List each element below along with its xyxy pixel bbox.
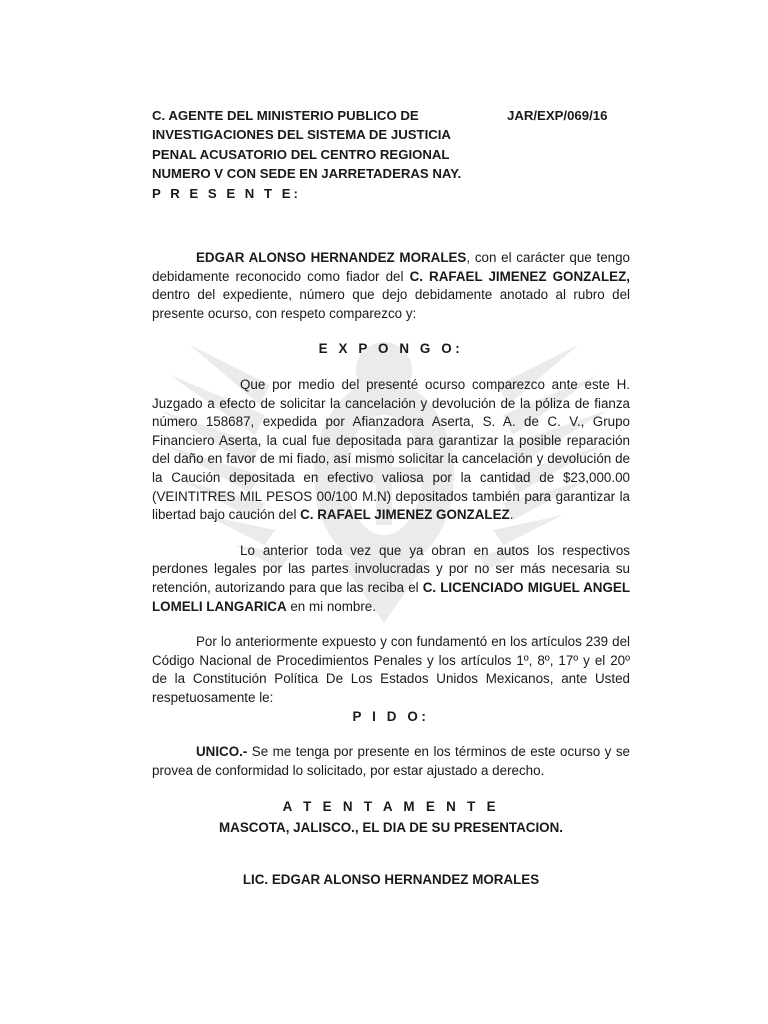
expongo-heading: E X P O N G O:	[318, 341, 464, 357]
petition-text: Se me tenga por presente en los términos de este ocurso y se provea de conformidad lo solicitado, por estar ajustado a derecho.	[152, 744, 630, 778]
pido-heading: P I D O:	[352, 708, 430, 724]
authorization-text: Lo anterior toda vez que ya obran en autos los respectivos perdones legales por las partes involucradas y por no ser más necesaria su retención, autorizando para que las reciba el	[152, 542, 630, 595]
intro-text-2: dentro del expediente, número que dejo debidamente anotado al rubro del presente ocurso, con respeto comparezco y:	[152, 287, 630, 321]
presente-heading: P R E S E N T E:	[152, 185, 301, 201]
addressee-block: C. AGENTE DEL MINISTERIO PUBLICO DE INVESTIGACIONES DEL SISTEMA DE JUSTICIA PENAL ACUSATORIO DEL CENTRO REGIONAL NUMERO V CON SEDE EN JARRETADERAS NAY.	[152, 108, 462, 182]
authorization-paragraph	[152, 542, 630, 616]
document-header	[152, 106, 630, 203]
request-end: .	[509, 507, 514, 523]
case-reference: JAR/EXP/069/16	[507, 108, 608, 123]
place-date: MASCOTA, JALISCO., EL DIA DE SU PRESENTACION.	[219, 819, 563, 835]
defendant-name: C. RAFAEL JIMENEZ GONZALEZ,	[409, 268, 630, 284]
authorization-end: en mi nombre.	[286, 598, 376, 614]
petition-label: UNICO.-	[196, 744, 248, 760]
legal-basis-paragraph: Por lo anteriormente expuesto y con fundamentó en los artículos 239 del Código Nacional de Procedimientos Penales y los artículos 1º, 8º, 17º y el 20º de la Constitución Política De Los Estados Unidos Mexicanos, ante Usted respetuosamente le:	[152, 634, 630, 705]
request-paragraph	[152, 376, 630, 525]
attorney-name: C. LICENCIADO MIGUEL ANGEL LOMELI LANGARICA	[152, 579, 631, 614]
document-body	[152, 106, 630, 890]
signature-name: LIC. EDGAR ALONSO HERNANDEZ MORALES	[242, 872, 540, 888]
closing-block	[152, 798, 630, 837]
intro-text-1: , con el carácter que tengo debidamente reconocido como fiador del	[152, 250, 630, 284]
atentamente-heading: A T E N T A M E N T E	[282, 799, 500, 815]
request-text: Que por medio del presenté ocurso comparezco ante este H. Juzgado a efecto de solicitar la cancelación y devolución de la póliza de fianza número 158687, expedida por Afianzadora Aserta, S. A. de C. V., Grupo Financiero Aserta, la cual fue depositada para garantizar la posible reparación del daño en favor de mi fiado, así mismo solicitar la cancelación y devolución de la Caución depositada en efectivo valiosa por la cantidad de $23,000.00 (VEINTITRES MIL PESOS 00/100 M.N) depositados también para garantizar la libertad bajo caución del	[152, 377, 630, 523]
petition-paragraph	[152, 743, 630, 780]
intro-paragraph	[152, 249, 630, 323]
request-defendant-name: C. RAFAEL JIMENEZ GONZALEZ	[300, 507, 510, 523]
petitioner-name: EDGAR ALONSO HERNANDEZ MORALES	[196, 250, 467, 266]
